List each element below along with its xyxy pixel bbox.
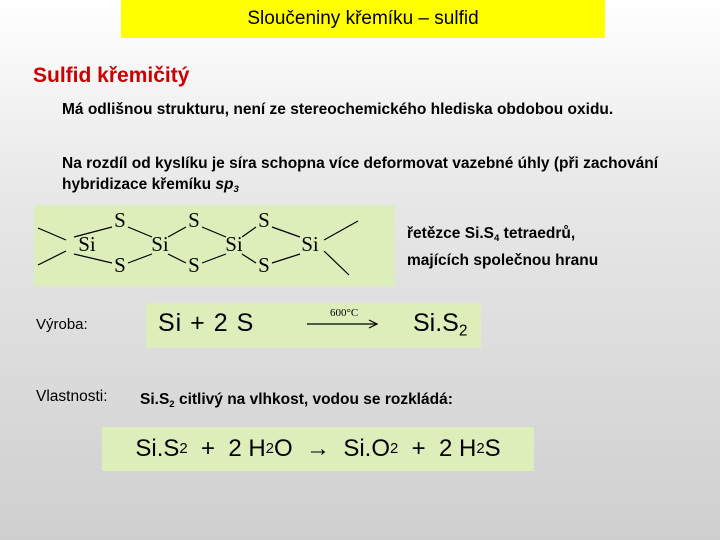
hydrolysis-equation: Si.S 2 + 2 H 2 O → Si.O 2 + 2 H 2 S — [102, 427, 534, 471]
sis4-chain-diagram — [34, 205, 395, 286]
reaction-product: $Si.S_2$ — [413, 309, 468, 340]
slide-title-text: Sloučeniny křemíku – sulfid — [247, 8, 479, 29]
sulfur-angle-text: Na rozdíl od kyslíku je síra schopna více deformovat vazebné úhly (při zachování hybridizace křemíku — [62, 155, 659, 193]
chain-caption-line2: majících společnou hranu — [407, 251, 599, 269]
reaction-condition: 600°C — [330, 307, 359, 319]
properties-label: Vlastnosti: — [36, 388, 108, 405]
reaction-reactants: Si + 2 S — [158, 309, 255, 337]
sulfur-atom: S — [114, 253, 126, 277]
hybridization-label: $sp_3$ — [215, 176, 239, 195]
silicon-atom: Si — [301, 232, 319, 256]
chain-caption — [407, 223, 598, 272]
chain-caption-line1: řetězce $Si.S_4$ tetraedrů, — [407, 225, 576, 244]
sis4-chain-structure — [34, 205, 395, 286]
sulfur-atom: S — [114, 208, 126, 232]
production-label: Výroba: — [36, 316, 88, 333]
sulfur-angle-note — [62, 153, 682, 200]
section-heading: Sulfid křemičitý — [33, 64, 190, 87]
sulfur-atom: S — [258, 253, 270, 277]
sulfur-atom: S — [258, 208, 270, 232]
sulfur-atom: S — [188, 253, 200, 277]
reaction-arrow-icon — [305, 308, 381, 332]
silicon-atom: Si — [78, 232, 96, 256]
slide-title — [121, 0, 605, 38]
silicon-atom: Si — [151, 232, 169, 256]
sulfur-atom: S — [188, 208, 200, 232]
structure-note: Má odlišnou strukturu, není ze stereochemického hlediska obdobou oxidu. — [62, 101, 614, 118]
properties-text: $Si.S_2$ citlivý na vlhkost, vodou se rozkládá: — [140, 391, 453, 410]
silicon-atom: Si — [225, 232, 243, 256]
